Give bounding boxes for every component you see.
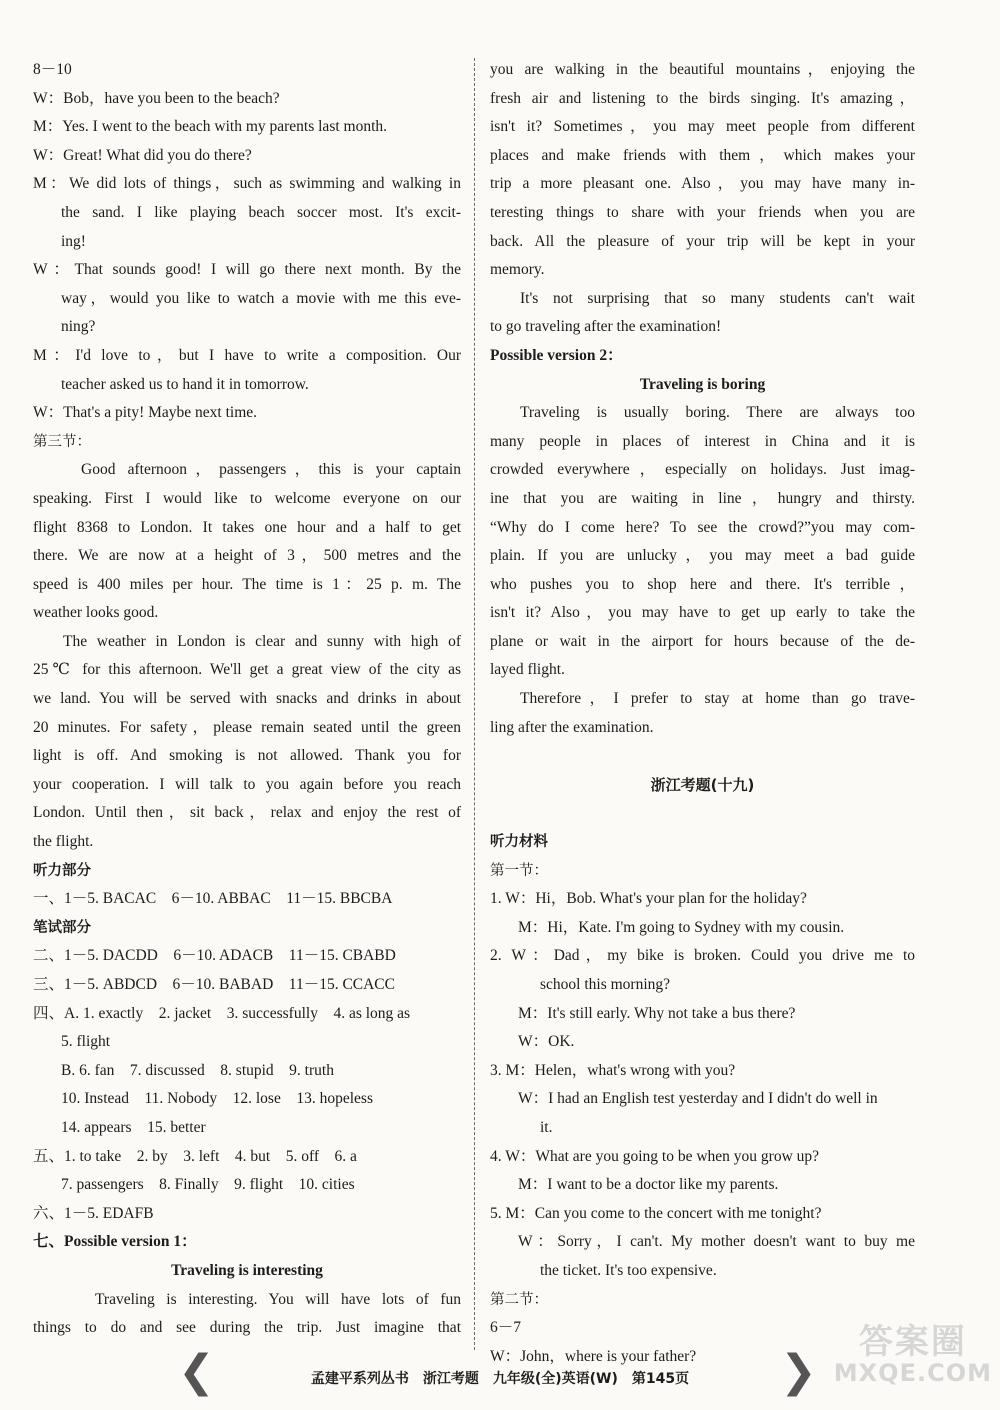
text-line: 3. M：Helen，what's wrong with you?: [490, 1061, 736, 1079]
text-line: It's not surprising that so many students can't wait: [520, 289, 915, 307]
text-line: Traveling is boring: [639, 375, 766, 393]
text-line: there. We are now at a height of 3，500 metres and the: [33, 547, 461, 565]
text-line: B. 6. fan 7. discussed 8. stupid 9. truth: [61, 1061, 334, 1079]
text-line: 7. passengers 8. Finally 9. flight 10. cities: [61, 1176, 355, 1194]
text-line: 一、1－5. BACAC 6－10. ABBAC 11－15. BBCBA: [33, 890, 393, 908]
text-line: 8－10: [33, 61, 72, 78]
text-line: Good afternoon，passengers，this is your captain: [81, 461, 461, 479]
text-line: Traveling is interesting. You will have lots of fun: [95, 1290, 461, 1308]
text-line: 25℃ for this afternoon. We'll get a great view of the city as: [33, 661, 461, 679]
text-line: ning?: [61, 318, 96, 336]
text-line: 六、1－5. EDAFB: [33, 1204, 154, 1222]
text-line: it.: [540, 1118, 553, 1136]
text-line: 5. flight: [61, 1033, 111, 1051]
text-line: M：Yes. I went to the beach with my parents last month.: [33, 118, 388, 136]
text-line: “Why do I come here? To see the crowd?”you may com-: [490, 518, 915, 536]
text-line: back. All the pleasure of your trip will be kept in your: [490, 232, 915, 250]
text-line: the flight.: [33, 833, 94, 851]
next-page-arrow-icon[interactable]: ❯: [780, 1346, 817, 1397]
watermark-logo: [833, 1322, 992, 1387]
text-line: 五、1. to take 2. by 3. left 4. but 5. off 6. a: [33, 1147, 357, 1165]
text-line: speed is 400 miles per hour. The time is 1：25 p. m. The: [33, 575, 461, 593]
text-line: flight 8368 to London. It takes one hour and a half to get: [33, 518, 461, 536]
text-line: ling after the examination.: [490, 718, 654, 736]
text-line: M：I'd love to，but I have to write a composition. Our: [33, 346, 461, 364]
text-line: 10. Instead 11. Nobody 12. lose 13. hopeless: [61, 1090, 373, 1108]
text-line: ine that you are waiting in line，hungry and thirsty.: [490, 489, 915, 507]
text-line: places and make friends with them，which makes your: [490, 146, 915, 164]
text-line: W：Sorry，I can't. My mother doesn't want to buy me: [518, 1233, 915, 1251]
column-divider: [474, 58, 475, 1350]
text-line: 第一节：: [490, 862, 548, 879]
text-line: 四、A. 1. exactly 2. jacket 3. successfully 4. as long as: [33, 1004, 411, 1022]
text-line: Therefore，I prefer to stay at home than go trave-: [520, 690, 915, 708]
page-footer: 孟建平系列丛书 浙江考题 九年级(全)英语(W) 第145页: [310, 1371, 690, 1387]
text-line: plain. If you are unlucky，you may meet a bad guide: [490, 547, 915, 565]
text-line: the ticket. It's too expensive.: [540, 1261, 717, 1279]
text-line: trip a more pleasant one. Also，you may have many in-: [490, 175, 915, 193]
text-line: 1. W：Hi，Bob. What's your plan for the holiday?: [490, 890, 807, 908]
text-line: the sand. I like playing beach soccer most. It's excit-: [61, 203, 461, 221]
text-line: isn't it? Sometimes，you may meet people from different: [490, 118, 915, 136]
text-line: ing!: [61, 232, 86, 250]
text-line: M：We did lots of things，such as swimming and walking in: [33, 175, 461, 193]
text-line: many people in places of interest in China and it is: [490, 432, 915, 450]
text-line: 七、Possible version 1：: [33, 1233, 197, 1251]
text-line: fresh air and listening to the birds singing. It's amazing，: [490, 89, 915, 107]
right-column: [490, 56, 915, 1371]
text-line: school this morning?: [540, 976, 671, 993]
text-line: London. Until then，sit back，relax and enjoy the rest of: [33, 804, 461, 822]
text-line: we land. You will be served with snacks and drinks in about: [33, 690, 461, 708]
text-line: Possible version 2：: [490, 346, 623, 364]
text-line: M：It's still early. Why not take a bus there?: [518, 1004, 796, 1022]
text-line: crowded everywhere，especially on holidays. Just imag-: [490, 461, 915, 479]
text-line: isn't it? Also，you may have to get up early to take the: [490, 604, 915, 622]
text-line: teresting things to share with your friends when you are: [490, 203, 915, 221]
text-line: weather looks good.: [33, 604, 159, 622]
text-line: W：John，where is your father?: [490, 1347, 697, 1365]
text-line: memory.: [490, 261, 545, 279]
text-line: 听力材料: [490, 834, 548, 851]
text-line: teacher asked us to hand it in tomorrow.: [61, 375, 309, 393]
text-line: 14. appears 15. better: [61, 1118, 206, 1136]
text-line: M：I want to be a doctor like my parents.: [518, 1176, 779, 1194]
text-line: W：Great! What did you do there?: [33, 146, 252, 164]
text-line: 6－7: [490, 1319, 522, 1337]
text-line: 5. M：Can you come to the concert with me tonight?: [490, 1204, 822, 1222]
text-line: W：Bob，have you been to the beach?: [33, 89, 280, 107]
text-line: 三、1－5. ABDCD 6－10. BABAD 11－15. CCACC: [33, 976, 395, 993]
text-line: 第三节：: [33, 433, 91, 450]
text-line: W：OK.: [518, 1033, 575, 1051]
text-line: Traveling is interesting: [171, 1261, 323, 1279]
text-line: [490, 799, 915, 828]
text-line: speaking. First I would like to welcome everyone on our: [33, 489, 461, 507]
watermark-text: 答案圈: [858, 1322, 967, 1362]
text-line: 20 minutes. For safety，please remain seated until the green: [33, 718, 461, 736]
text-line: W：That's a pity! Maybe next time.: [33, 404, 258, 422]
text-line: 笔试部分: [33, 919, 91, 936]
text-line: W：I had an English test yesterday and I didn't do well in: [518, 1090, 878, 1108]
prev-page-arrow-icon[interactable]: ❮: [178, 1346, 215, 1397]
text-line: M：Hi，Kate. I'm going to Sydney with my cousin.: [518, 918, 845, 936]
text-line: Traveling is usually boring. There are always too: [520, 404, 915, 422]
text-line: 二、1－5. DACDD 6－10. ADACB 11－15. CBABD: [33, 947, 396, 965]
text-line: 4. W：What are you going to be when you grow up?: [490, 1147, 820, 1165]
text-line: 第二节：: [490, 1291, 548, 1308]
left-column: [33, 56, 461, 1343]
text-line: things to do and see during the trip. Just imagine that: [33, 1319, 461, 1337]
text-line: way，would you like to watch a movie with me this eve-: [61, 289, 461, 307]
text-line: to go traveling after the examination!: [490, 318, 722, 336]
text-line: [490, 742, 915, 771]
watermark-url: MXQE.COM: [833, 1359, 992, 1387]
text-line: you are walking in the beautiful mountains，enjoying the: [490, 61, 915, 78]
text-line: The weather in London is clear and sunny with high of: [63, 632, 461, 650]
text-line: 浙江考题(十九): [650, 775, 755, 794]
text-line: 听力部分: [33, 862, 91, 879]
text-line: light is off. And smoking is not allowed. Thank you for: [33, 747, 461, 765]
text-line: layed flight.: [490, 661, 565, 679]
text-line: your cooperation. I will talk to you again before you reach: [33, 775, 461, 793]
text-line: who pushes you to shop here and there. It's terrible，: [490, 575, 915, 593]
text-line: W：That sounds good! I will go there next month. By the: [33, 261, 461, 279]
text-line: 2. W：Dad，my bike is broken. Could you drive me to: [490, 947, 915, 965]
text-line: plane or wait in the airport for hours because of the de-: [490, 632, 915, 650]
